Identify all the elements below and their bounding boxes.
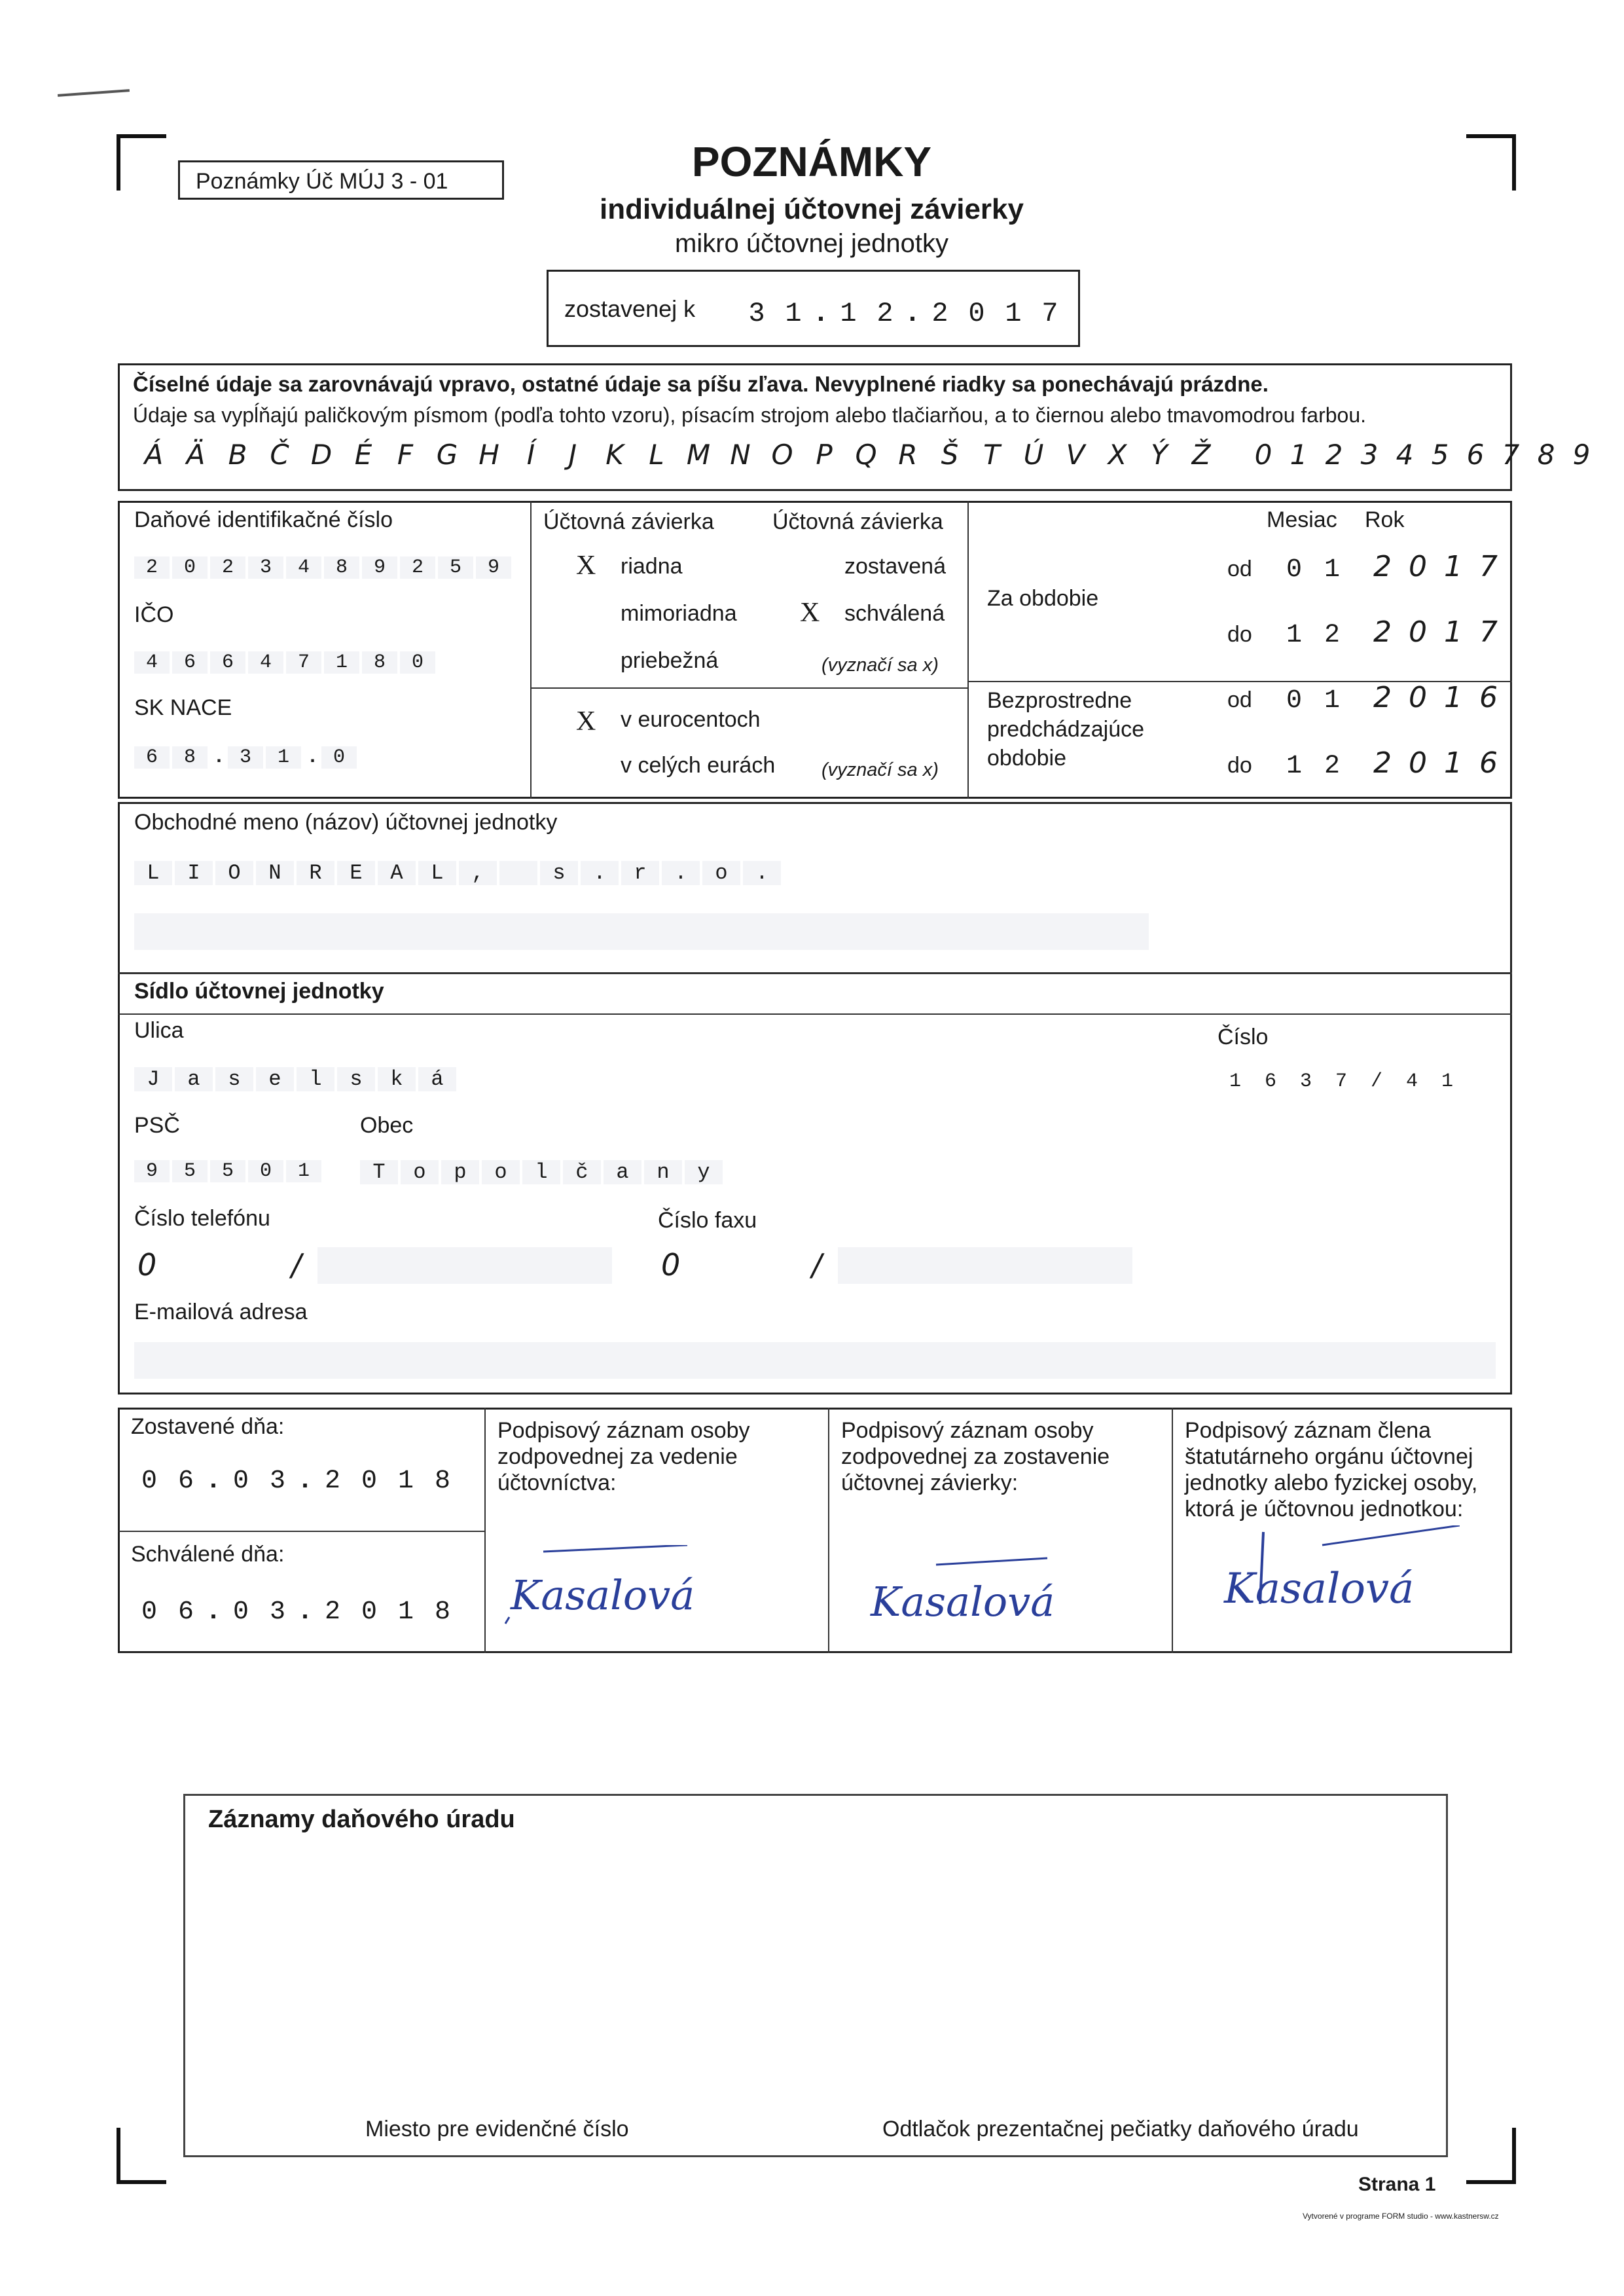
city-char: l: [522, 1160, 560, 1184]
prev-from-year: [1365, 681, 1506, 714]
house-number-char: 7: [1335, 1070, 1347, 1093]
ico-value: [134, 651, 438, 674]
prev-from-month: [1275, 686, 1351, 716]
psc-label: PSČ: [134, 1113, 180, 1138]
dic-char: 5: [438, 556, 473, 579]
prev-from-year-char: 6: [1479, 681, 1498, 714]
psc-char: 5: [172, 1160, 208, 1182]
phone-cells: [317, 1247, 612, 1284]
instruction-line-1: Číselné údaje sa zarovnávajú vpravo, ostatné údaje sa píšu zľava. Nevyplnené riadky sa ponechávajú prázdne.: [133, 372, 1269, 396]
approved-on-label: Schválené dňa:: [131, 1542, 285, 1567]
signature-3-text: Kasalová: [1224, 1565, 1415, 1613]
regular-mark[interactable]: X: [576, 551, 596, 581]
cur-from-month-char: 1: [1324, 555, 1340, 585]
street-label: Ulica: [134, 1018, 184, 1043]
currency-hint: (vyznačí sa x): [821, 759, 939, 780]
cur-to-year-char: 0: [1409, 615, 1427, 649]
email-cells: [134, 1342, 1496, 1379]
psc-value: [134, 1160, 324, 1182]
ico-char: 4: [248, 651, 283, 674]
compiled-date-box: [547, 270, 1080, 347]
cur-to-month-char: 2: [1324, 621, 1340, 650]
approved-on-char: .: [297, 1597, 313, 1627]
prev-to-year-char: 1: [1444, 746, 1462, 780]
company-name-char: .: [662, 861, 700, 885]
city-value: [360, 1160, 725, 1184]
nace-char: .: [306, 746, 319, 769]
ico-char: 4: [134, 651, 170, 674]
scan-stroke: [58, 89, 130, 97]
sample-letters-char: Š: [941, 439, 959, 471]
compiled-on-char: 6: [177, 1467, 194, 1496]
company-name-char: O: [215, 861, 253, 885]
cents-mark[interactable]: X: [576, 706, 596, 737]
compiled-on: [131, 1467, 461, 1496]
cur-from-year-char: 7: [1479, 550, 1498, 583]
prev-from-year-char: 2: [1373, 681, 1392, 714]
prev-from-year-char: 1: [1444, 681, 1462, 714]
company-name-char: L: [134, 861, 172, 885]
ico-char: 0: [400, 651, 435, 674]
city-label: Obec: [360, 1113, 414, 1138]
sample-letters: [133, 439, 1222, 471]
compiled-date-char: .: [812, 298, 829, 329]
ico-char: 1: [324, 651, 359, 674]
nace-char: 3: [228, 746, 263, 769]
compiled-on-char: 2: [324, 1467, 340, 1496]
compiled-on-char: .: [297, 1467, 313, 1496]
house-number-char: 1: [1229, 1070, 1241, 1093]
sample-digits: [1246, 439, 1599, 471]
prev-to-year-char: 0: [1409, 746, 1427, 780]
sig2-label: Podpisový záznam osoby zodpovednej za zostavenie účtovnej závierky:: [841, 1418, 1110, 1495]
house-number-char: 3: [1299, 1070, 1312, 1093]
company-name: [134, 861, 784, 885]
company-name-char: R: [297, 861, 334, 885]
dic-char: 8: [324, 556, 359, 579]
street-value: [134, 1067, 459, 1091]
cur-from-year-char: 1: [1444, 550, 1462, 583]
prev-from-month-char: 0: [1286, 686, 1302, 716]
ico-char: 8: [362, 651, 397, 674]
sample-digits-char: 3: [1360, 439, 1379, 471]
sample-letters-char: K: [605, 439, 624, 471]
compiled-on-char: 0: [232, 1467, 249, 1496]
ico-char: 6: [172, 651, 208, 674]
sample-letters-char: D: [310, 439, 333, 471]
nace-char: 6: [134, 746, 170, 769]
cur-from-label: od: [1227, 556, 1252, 581]
extraordinary-label: mimoriadna: [621, 601, 737, 626]
footer-credit: Vytvorené v programe FORM studio - www.kastnersw.cz: [1303, 2212, 1499, 2221]
cur-from-year: [1365, 550, 1506, 583]
compiled-on-char: 1: [397, 1467, 414, 1496]
prev-to-month: [1275, 752, 1351, 781]
psc-char: 9: [134, 1160, 170, 1182]
approved-mark[interactable]: X: [800, 598, 820, 628]
signature-3: [1211, 1525, 1460, 1630]
compiled-date-char: 1: [840, 298, 857, 329]
sample-letters-char: Q: [855, 439, 877, 471]
company-name-char: o: [702, 861, 740, 885]
signature-1: [497, 1545, 713, 1637]
corner-mark-top-left: [117, 134, 166, 191]
dic-label: Daňové identifikačné číslo: [134, 507, 393, 532]
sample-letters-char: L: [649, 439, 664, 471]
cur-to-year-char: 7: [1479, 615, 1498, 649]
compiled-option-label: zostavená: [844, 554, 946, 579]
dic-value: [134, 556, 514, 579]
form-code: Poznámky Úč MÚJ 3 - 01: [196, 169, 448, 194]
instruction-line-2: Údaje sa vypĺňajú paličkovým písmom (podľa tohto vzoru), písacím strojom alebo tlačiarňou, a to čiernou alebo tmavomodrou farbou.: [133, 403, 1367, 427]
city-char: p: [441, 1160, 479, 1184]
page-title: POZNÁMKY: [691, 138, 932, 185]
dic-char: 9: [362, 556, 397, 579]
nace-char: 8: [172, 746, 208, 769]
ico-label: IČO: [134, 602, 174, 627]
sample-digits-char: 7: [1502, 439, 1520, 471]
company-box: [118, 802, 1512, 1394]
sample-letters-char: V: [1066, 439, 1085, 471]
interim-label: priebežná: [621, 648, 719, 673]
cur-to-month-char: 1: [1286, 621, 1302, 650]
city-char: T: [360, 1160, 398, 1184]
cur-from-year-char: 2: [1373, 550, 1392, 583]
page-subtitle: individuálnej účtovnej závierky: [600, 193, 1024, 225]
approved-on-char: 3: [269, 1597, 285, 1627]
nace-value: [134, 746, 359, 769]
house-number-char: 6: [1264, 1070, 1276, 1093]
statement-state-label: Účtovná závierka: [772, 509, 943, 534]
company-name-char: s: [540, 861, 578, 885]
tax-office-heading: Záznamy daňového úradu: [208, 1806, 515, 1833]
dic-char: 2: [134, 556, 170, 579]
sample-letters-char: P: [816, 439, 833, 471]
prev-to-year: [1365, 746, 1506, 780]
approved-on-char: 0: [232, 1597, 249, 1627]
prev-to-month-char: 2: [1324, 752, 1340, 781]
sample-letters-char: Í: [526, 439, 535, 471]
house-number-char: 4: [1405, 1070, 1418, 1093]
regular-label: riadna: [621, 554, 683, 579]
cur-to-year: [1365, 615, 1506, 649]
city-char: a: [604, 1160, 641, 1184]
sample-letters-char: R: [898, 439, 918, 471]
company-name-char: I: [175, 861, 213, 885]
company-name-label: Obchodné meno (názov) účtovnej jednotky: [134, 810, 558, 835]
compiled-date-char: 1: [1005, 298, 1022, 329]
tax-office-box: [183, 1794, 1448, 2157]
prev-from-year-char: 0: [1409, 681, 1427, 714]
cur-to-month: [1275, 621, 1351, 650]
month-label: Mesiac: [1267, 507, 1337, 532]
sample-letters-char: H: [478, 439, 499, 471]
prev-to-label: do: [1227, 753, 1252, 778]
email-label: E-mailová adresa: [134, 1300, 308, 1324]
signature-1-text: Kasalová: [511, 1571, 695, 1619]
signature-2: [864, 1545, 1080, 1637]
sample-letters-char: Ý: [1151, 439, 1168, 471]
compiled-date: [738, 298, 1068, 329]
compiled-date-char: 2: [931, 298, 948, 329]
street-char: s: [215, 1067, 253, 1091]
approved-on: [131, 1597, 461, 1627]
year-label: Rok: [1365, 507, 1405, 532]
sample-digits-char: 5: [1431, 439, 1449, 471]
city-char: n: [644, 1160, 682, 1184]
sample-digits-char: 1: [1290, 439, 1308, 471]
dic-char: 9: [476, 556, 511, 579]
sample-letters-char: Ž: [1191, 439, 1211, 471]
whole-euro-label: v celých eurách: [621, 753, 776, 778]
page-subtitle-2: mikro účtovnej jednotky: [675, 229, 948, 258]
sample-letters-char: Ä: [186, 439, 206, 471]
street-char: l: [297, 1067, 334, 1091]
compiled-date-char: 0: [968, 298, 985, 329]
approved-on-char: 0: [361, 1597, 377, 1627]
prev-to-month-char: 1: [1286, 752, 1302, 781]
sample-letters-char: X: [1108, 439, 1127, 471]
sample-digits-char: 9: [1572, 439, 1591, 471]
previous-period-label: Bezprostredne predchádzajúce obdobie: [987, 688, 1145, 771]
page-number: Strana 1: [1358, 2174, 1436, 2195]
dic-char: 4: [286, 556, 321, 579]
fax-cells: [838, 1247, 1132, 1284]
approved-on-char: 1: [397, 1597, 414, 1627]
city-char: č: [563, 1160, 601, 1184]
approved-on-char: .: [205, 1597, 221, 1627]
sample-letters-char: M: [686, 439, 711, 471]
cur-to-year-char: 1: [1444, 615, 1462, 649]
stamp-label: Odtlačok prezentačnej pečiatky daňového úradu: [882, 2117, 1359, 2141]
compiled-on-char: 3: [269, 1467, 285, 1496]
current-period-label: Za obdobie: [987, 586, 1099, 611]
phone-slash: /: [291, 1247, 302, 1283]
sample-digits-char: 2: [1325, 439, 1343, 471]
cur-from-month: [1275, 555, 1351, 585]
compiled-on-char: 0: [141, 1467, 157, 1496]
sample-letters-char: Č: [270, 439, 289, 471]
statement-type-label: Účtovná závierka: [543, 509, 714, 534]
street-char: á: [418, 1067, 456, 1091]
cur-from-month-char: 0: [1286, 555, 1302, 585]
phone-prefix: 0: [137, 1247, 157, 1283]
compiled-on-char: .: [205, 1467, 221, 1496]
nace-char: 0: [321, 746, 357, 769]
ico-char: 6: [210, 651, 245, 674]
dic-char: 2: [400, 556, 435, 579]
approved-on-char: 6: [177, 1597, 194, 1627]
prev-to-year-char: 6: [1479, 746, 1498, 780]
compiled-on-char: 8: [434, 1467, 450, 1496]
mark-hint: (vyznačí sa x): [821, 655, 939, 676]
cur-from-year-char: 0: [1409, 550, 1427, 583]
nace-label: SK NACE: [134, 695, 232, 720]
sample-letters-char: T: [983, 439, 1000, 471]
dic-char: 3: [248, 556, 283, 579]
psc-char: 5: [210, 1160, 245, 1182]
fax-label: Číslo faxu: [658, 1208, 757, 1233]
approved-on-char: 2: [324, 1597, 340, 1627]
sample-letters-char: Á: [144, 439, 164, 471]
prev-to-year-char: 2: [1373, 746, 1392, 780]
sample-letters-char: O: [771, 439, 793, 471]
street-char: e: [256, 1067, 294, 1091]
sig1-label: Podpisový záznam osoby zodpovednej za vedenie účtovníctva:: [497, 1418, 750, 1495]
euro-cents-label: v eurocentoch: [621, 707, 761, 732]
street-char: k: [378, 1067, 416, 1091]
sample-digits-char: 0: [1254, 439, 1272, 471]
approved-on-char: 0: [141, 1597, 157, 1627]
nace-char: .: [213, 746, 225, 769]
street-char: s: [337, 1067, 375, 1091]
company-name-char: r: [621, 861, 659, 885]
sample-letters-char: F: [397, 439, 414, 471]
company-name-row-2: [134, 913, 1149, 950]
sample-letters-char: É: [354, 439, 372, 471]
company-name-char: ,: [459, 861, 497, 885]
house-number-char: /: [1370, 1070, 1382, 1093]
compiled-date-char: 2: [876, 298, 893, 329]
approved-on-char: 8: [434, 1597, 450, 1627]
cur-to-year-char: 2: [1373, 615, 1392, 649]
sample-digits-char: 8: [1537, 439, 1555, 471]
company-name-char: E: [337, 861, 375, 885]
psc-char: 1: [286, 1160, 321, 1182]
ico-char: 7: [286, 651, 321, 674]
phone-label: Číslo telefónu: [134, 1206, 270, 1231]
compiled-date-char: .: [904, 298, 921, 329]
compiled-date-char: 1: [785, 298, 802, 329]
sample-letters-char: N: [730, 439, 751, 471]
prev-from-month-char: 1: [1324, 686, 1340, 716]
sample-letters-char: G: [436, 439, 458, 471]
instruction-box: [118, 363, 1591, 491]
house-number-char: 1: [1441, 1070, 1453, 1093]
corner-mark-top-right: [1466, 134, 1516, 191]
number-label: Číslo: [1218, 1025, 1269, 1049]
city-char: o: [482, 1160, 520, 1184]
signature-2-text: Kasalová: [871, 1578, 1055, 1626]
city-char: o: [401, 1160, 439, 1184]
sample-letters-char: Ú: [1023, 439, 1044, 471]
dic-char: 2: [210, 556, 245, 579]
fax-slash: /: [812, 1247, 822, 1283]
fax-prefix: 0: [661, 1247, 681, 1283]
corner-mark-bottom-left: [117, 2128, 166, 2184]
cur-to-label: do: [1227, 622, 1252, 647]
sample-digits-char: 6: [1466, 439, 1485, 471]
company-name-char: .: [581, 861, 619, 885]
sig3-label: Podpisový záznam člena štatutárneho orgánu účtovnej jednotky alebo fyzickej osoby, ktorá je účtovnou jednotkou:: [1185, 1418, 1478, 1522]
number-value: [1218, 1070, 1465, 1093]
compiled-date-char: 3: [748, 298, 765, 329]
approved-option-label: schválená: [844, 601, 945, 626]
form-code-box: [178, 160, 504, 200]
psc-char: 0: [248, 1160, 283, 1182]
nace-char: 1: [266, 746, 301, 769]
company-name-char: A: [378, 861, 416, 885]
company-name-char: L: [418, 861, 456, 885]
company-name-char: N: [256, 861, 294, 885]
compiled-date-char: 7: [1041, 298, 1058, 329]
city-char: y: [685, 1160, 723, 1184]
sample-letters-char: J: [568, 439, 577, 471]
company-name-char: .: [743, 861, 781, 885]
street-char: J: [134, 1067, 172, 1091]
compiled-label: zostavenej k: [564, 295, 696, 322]
dic-char: 0: [172, 556, 208, 579]
sample-letters-char: B: [228, 439, 247, 471]
sample-digits-char: 4: [1396, 439, 1414, 471]
compiled-on-label: Zostavené dňa:: [131, 1414, 285, 1439]
company-name-char: [499, 861, 537, 885]
street-char: a: [175, 1067, 213, 1091]
evidence-label: Miesto pre evidenčné číslo: [365, 2117, 629, 2141]
corner-mark-bottom-right: [1466, 2128, 1516, 2184]
seat-heading: Sídlo účtovnej jednotky: [134, 979, 384, 1004]
compiled-on-char: 0: [361, 1467, 377, 1496]
prev-from-label: od: [1227, 687, 1252, 712]
